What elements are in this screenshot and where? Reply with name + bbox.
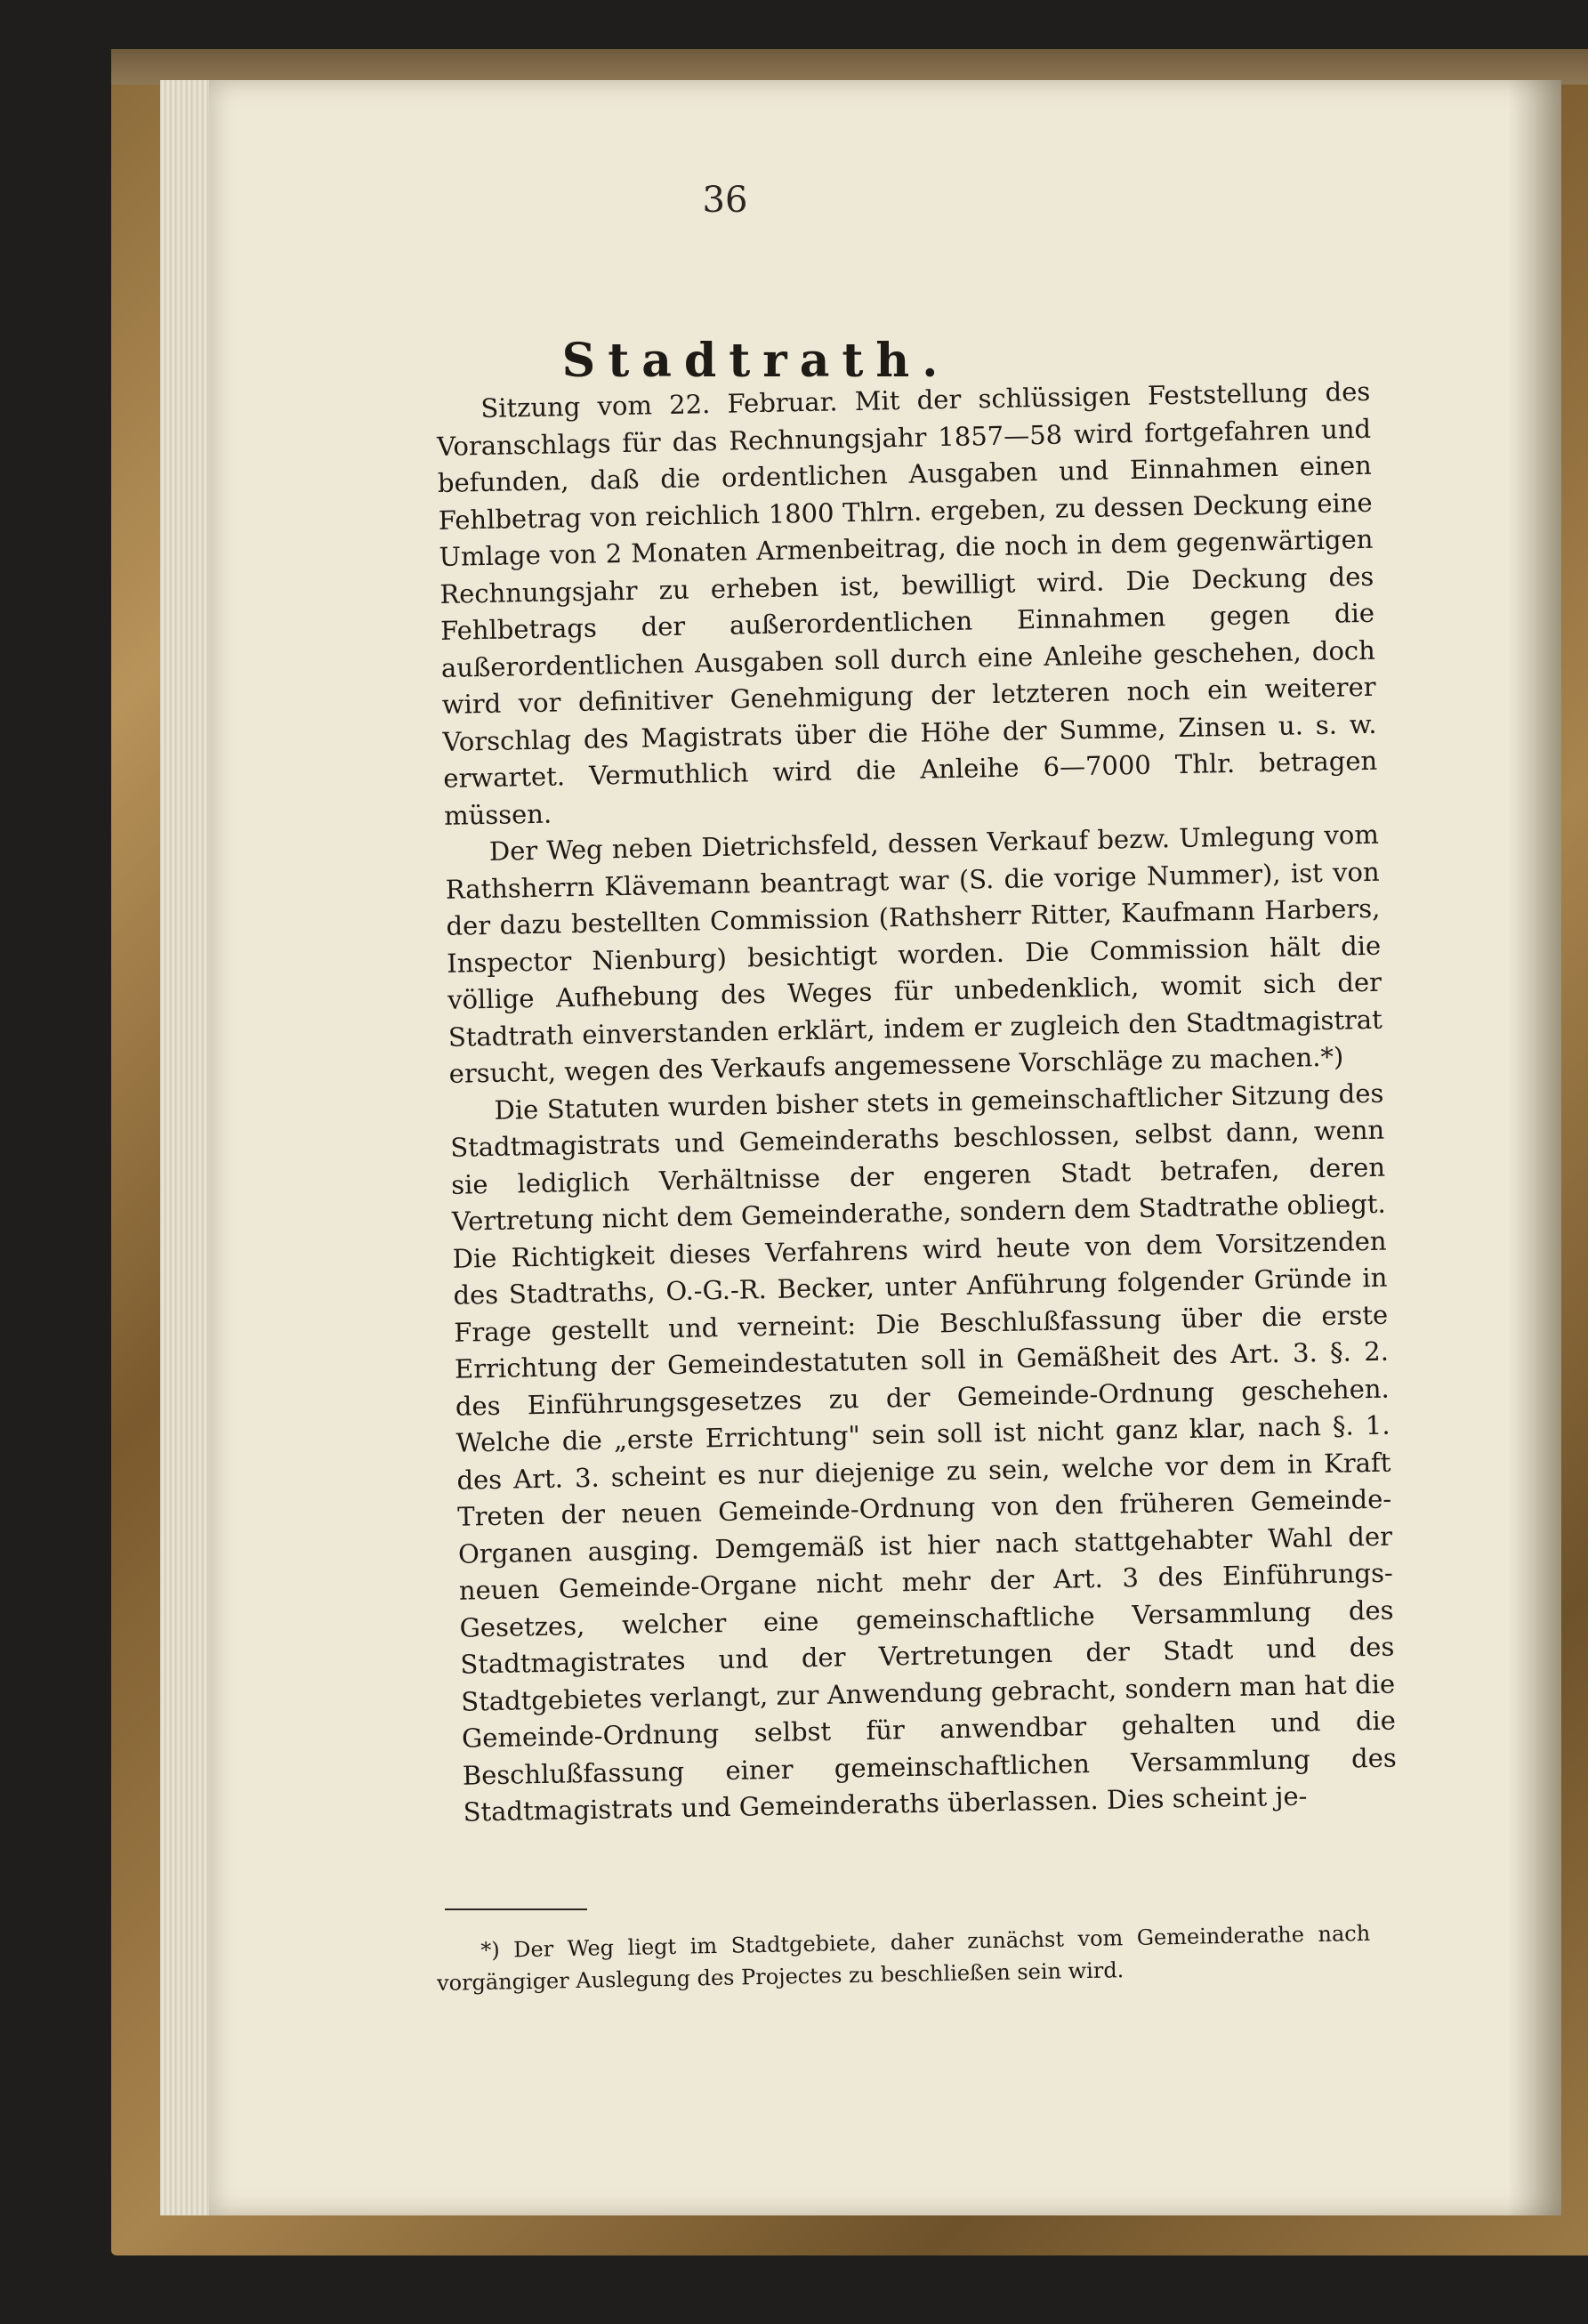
footnote-rule [445, 1908, 587, 1910]
paragraph: Die Statuten wurden bisher stets in gemeinschaftlicher Sitzung des Stadtmagistrats und Gemeinderaths beschlossen, selbst dann, wenn sie lediglich Verhältnisse der engeren Stadt betrafen, deren Vertretung nicht dem Gemeinderathe, sondern dem Stadtrathe obliegt. Die Richtigkeit dieses Verfahrens wird heute von dem Vorsitzenden des Stadtraths, O.-G.-R. Becker, unter Anführung folgender Gründe in Frage gestellt und verneint: Die Beschlußfassung über die erste Errichtung der Gemeindestatuten soll in Gemäßheit des Art. 3. §. 2. des Einführungsgesetzes zu der Gemeinde-Ordnung geschehen. Welche die „erste Errichtung" sein soll ist nicht ganz klar, nach §. 1. des Art. 3. scheint es nur diejenige zu sein, welche vor dem in Kraft Treten der neuen Gemeinde-Ordnung von den früheren Gemeinde-Organen ausging. Demgemäß ist hier nach stattgehabter Wahl der neuen Gemeinde-Organe nicht mehr der Art. 3 des Einführungs-Gesetzes, welcher eine gemeinschaftliche Versammlung des Stadtmagistrates und der Vertretungen der Stadt und des Stadtgebietes verlangt, zur Anwendung gebracht, sondern man hat die Gemeinde-Ordnung selbst für anwendbar gehalten und die Beschlußfassung einer gemeinschaftlichen Versammlung des Stadtmagistrats und Gemeinderaths überlassen. Dies scheint je- [449, 1077, 1397, 1828]
page-stack-edges [160, 80, 214, 2215]
footnote-text: *) Der Weg liegt im Stadtgebiete, daher zunächst vom Gemeinderathe nach vorgängiger Auslegung des Projectes zu beschließen sein wird. [436, 1920, 1371, 1996]
book-cover-edge [111, 49, 1588, 85]
body-text [436, 374, 1398, 1831]
page-number: 36 [702, 180, 748, 221]
gutter-shadow [1508, 80, 1561, 2215]
paragraph: Der Weg neben Dietrichsfeld, dessen Verkauf bezw. Umlegung vom Rathsherrn Klävemann beantragt war (S. die vorige Nummer), ist von der dazu bestellten Commission (Rathsherr Ritter, Kaufmann Harbers, Inspector Nienburg) besichtigt worden. Die Commission hält die völlige Aufhebung des Weges für unbedenklich, womit sich der Stadtrath einverstanden erklärt, indem er zugleich den Stadtmagistrat ersucht, wegen des Verkaufs angemessene Vorschläge zu machen.*) [445, 819, 1383, 1089]
paragraph: Sitzung vom 22. Februar. Mit der schlüssigen Feststellung des Voranschlags für das Rechnungsjahr 1857—58 wird fortgefahren und befunden, daß die ordentlichen Ausgaben und Einnahmen einen Fehlbetrag von reichlich 1800 Thlrn. ergeben, zu dessen Deckung eine Umlage von 2 Monaten Armenbeitrag, die noch in dem gegenwärtigen Rechnungsjahr zu erheben ist, bewilligt wird. Die Deckung des Fehlbetrags der außerordentlichen Einnahmen gegen die außerordentlichen Ausgaben soll durch eine Anleihe geschehen, doch wird vor definitiver Genehmigung der letzteren noch ein weiterer Vorschlag des Magistrats über die Höhe der Summe, Zinsen u. s. w. erwartet. Vermuthlich wird die Anleihe 6—7000 Thlr. betragen müssen. [436, 375, 1378, 831]
section-heading: Stadtrath. [561, 334, 951, 388]
